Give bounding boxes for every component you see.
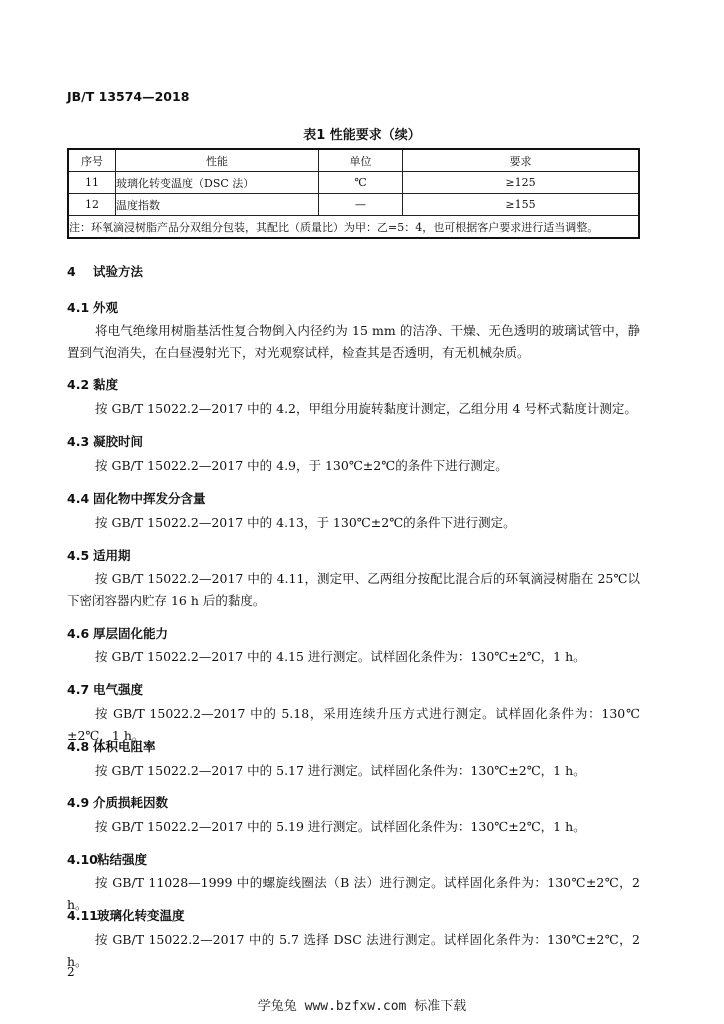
col-header-property: 性能 xyxy=(116,149,319,172)
col-header-no: 序号 xyxy=(68,149,116,172)
section-number: 4.8 xyxy=(67,739,90,754)
section-number: 4.9 xyxy=(67,795,90,810)
col-header-requirement: 要求 xyxy=(403,149,640,172)
table-title: 表1 性能要求（续） xyxy=(303,128,421,143)
page-number: 2 xyxy=(67,965,75,979)
section-body: 按 GB/T 15022.2—2017 中的 5.18，采用连续升压方式进行测定。试样固化条件为：130℃±2℃，1 h。 xyxy=(67,706,640,743)
cell-property: 玻璃化转变温度（DSC 法） xyxy=(116,172,319,194)
cell-no: 11 xyxy=(68,172,116,194)
section-title: 厚层固化能力 xyxy=(93,626,169,641)
section-number: 4.3 xyxy=(67,434,90,449)
section-title: 电气强度 xyxy=(93,682,144,697)
section-body: 按 GB/T 15022.2—2017 中的 4.9，于 130℃±2℃的条件下进行测定。 xyxy=(95,458,508,473)
section-body: 按 GB/T 15022.2—2017 中的 5.17 进行测定。试样固化条件为：130℃±2℃，1 h。 xyxy=(95,763,586,778)
section-heading xyxy=(67,298,118,316)
section-body: 按 GB/T 15022.2—2017 中的 4.11，测定甲、乙两组分按配比混合后的环氧滴浸树脂在 25℃以下密闭容器内贮存 16 h 后的黏度。 xyxy=(67,571,640,608)
section-heading xyxy=(67,793,168,811)
section-body: 将电气绝缘用树脂基活性复合物倒入内径约为 15 mm 的洁净、干燥、无色透明的玻璃试管中，静置到气泡消失，在白昼漫射光下，对光观察试样，检查其是否透明，有无机械杂质。 xyxy=(67,323,640,360)
cell-no: 12 xyxy=(68,194,116,216)
section-body: 按 GB/T 15022.2—2017 中的 4.13，于 130℃±2℃的条件下进行测定。 xyxy=(95,515,516,530)
cell-unit: — xyxy=(319,194,403,216)
section-heading xyxy=(67,375,118,393)
table-header-row xyxy=(68,149,639,172)
section-title: 玻璃化转变温度 xyxy=(97,908,185,923)
table-note: 注：环氧滴浸树脂产品分双组分包装，其配比（质量比）为甲：乙=5：4，也可根据客户要求进行适当调整。 xyxy=(68,216,639,239)
section-number: 4.7 xyxy=(67,682,90,697)
section-title: 体积电阻率 xyxy=(93,739,156,754)
section-heading xyxy=(67,850,147,868)
section-number: 4.4 xyxy=(67,491,90,506)
section-heading xyxy=(67,906,185,924)
table-row xyxy=(68,194,639,216)
cell-property: 温度指数 xyxy=(116,194,319,216)
section-heading xyxy=(67,737,156,755)
section-heading xyxy=(67,262,143,280)
section-body: 按 GB/T 15022.2—2017 中的 4.2，甲组分用旋转黏度计测定，乙组分用 4 号杯式黏度计测定。 xyxy=(95,401,637,416)
cell-requirement: ≥125 xyxy=(403,172,640,194)
section-body: 按 GB/T 15022.2—2017 中的 5.7 选择 DSC 法进行测定。试样固化条件为：130℃±2℃，2 h。 xyxy=(67,932,640,969)
section-number: 4.1 xyxy=(67,300,90,315)
section-heading xyxy=(67,546,131,564)
section-number: 4.5 xyxy=(67,548,90,563)
section-number: 4.11 xyxy=(67,908,98,923)
section-number: 4.6 xyxy=(67,626,90,641)
section-body: 按 GB/T 15022.2—2017 中的 5.19 进行测定。试样固化条件为：130℃±2℃，1 h。 xyxy=(95,819,586,834)
section-number: 4.2 xyxy=(67,377,90,392)
section-title: 适用期 xyxy=(93,548,131,563)
section-body: 按 GB/T 15022.2—2017 中的 4.15 进行测定。试样固化条件为：130℃±2℃，1 h。 xyxy=(95,649,586,664)
table-row xyxy=(68,172,639,194)
section-title: 固化物中挥发分含量 xyxy=(93,491,206,506)
section-title: 试验方法 xyxy=(93,264,144,279)
section-number: 4 xyxy=(67,264,76,279)
section-number: 4.10 xyxy=(67,852,98,867)
col-header-unit: 单位 xyxy=(319,149,403,172)
section-body: 按 GB/T 11028—1999 中的螺旋线圈法（B 法）进行测定。试样固化条件为：130℃±2℃，2 h。 xyxy=(67,875,640,912)
cell-unit: ℃ xyxy=(319,172,403,194)
watermark-footer: 学兔兔 www.bzfxw.com 标准下载 xyxy=(257,999,467,1014)
section-title: 介质损耗因数 xyxy=(93,795,169,810)
standard-code: JB/T 13574—2018 xyxy=(67,89,190,104)
section-title: 粘结强度 xyxy=(97,852,148,867)
cell-requirement: ≥155 xyxy=(403,194,640,216)
requirements-table xyxy=(67,148,640,239)
table-note-row xyxy=(68,216,639,239)
section-title: 黏度 xyxy=(93,377,119,392)
section-heading xyxy=(67,680,143,698)
section-heading xyxy=(67,624,168,642)
section-title: 外观 xyxy=(93,300,119,315)
section-heading xyxy=(67,432,143,450)
section-heading xyxy=(67,489,206,507)
section-title: 凝胶时间 xyxy=(93,434,144,449)
